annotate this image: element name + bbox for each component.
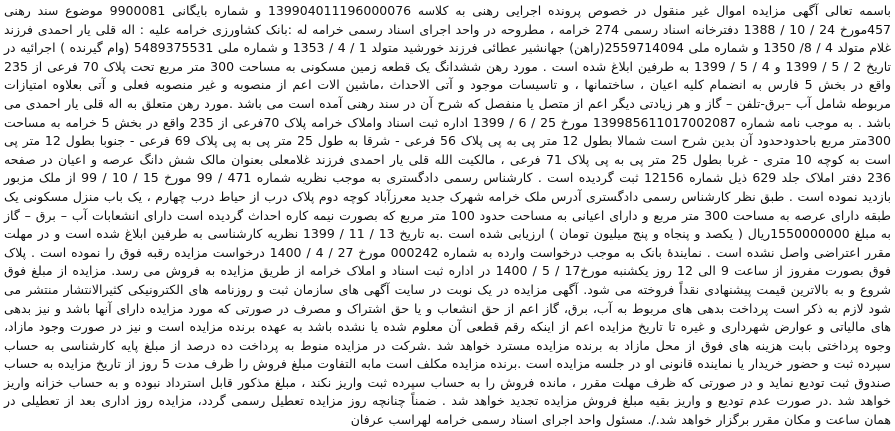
auction-notice-body: باسمه تعالی آگهی مزایده اموال غیر منقول در خصوص پرونده اجرایی رهنی به کلاسه 139904011196000076 و شماره بایگانی 9900081 موضوع سند رهنی 457مورخ 24 / 10 / 1388 دفترخانه اسناد رسمی 274 خرامه ، مطروحه در واحد اجرای اسناد رسمی خرامه له :بانک کشاورزی خرامه علیه : اله قلی یار احمدی فرزند غلام متولد 4 / 8/ 1350 و شماره ملی 2559714094(راهن) جهانشیر عطائی فرزند خورشید متولد 1 / 4 / 1353 و شماره ملی 5489375531 (وام گیرنده ) اجرائیه در تاریخ 2 / 5 / 1399 و 4 / 5 / 1399 به طرفین ابلاغ شده است . مورد رهن ششدانگ یک قطعه زمین مسکونی به مساحت 300 متر مربع تحت پلاک 70 فرعی از 235 واقع در بخش 5 فارس به انضمام کلیه اعیان ، ساختمانها ، و تاسیسات موجود و آتی الاحداث ،ماشین الات اعم از منصوبه و غیر منصوبه فعلی و آتی بعلاوه امتیازات مربوطه شامل آب –برق-تلفن – گاز و هر زیادتی دیگر اعم از متصل یا منفصل که شرح آن در سند رهنی آمده است می باشد .مورد رهن متعلق به اله قلی یار احمدی می باشد . به موجب نامه شماره 139985611017002087 مورخ 25 / 6 / 1399 اداره ثبت اسناد واملاک خرامه پلاک 70فرعی از 235 واقع در بخش 5 خرامه به مساحت 300متر مربع باحدودحدود آن بدین شرح است شمالا بطول 12 متر پی به پی پلاک 56 فرعی - شرقا به طول 25 متر پی به پی پلاک 69 فرعی - جنوبا بطول 12 متر پی است به کوچه 10 متری - غربا بطول 25 متر پی به پی پلاک 71 فرعی ، مالکیت الله قلی یار احمدی فرزند غلامعلی بعنوان مالک شش دانگ عرصه و اعیان در صفحه 236 دفتر املاک جلد 629 ذیل شماره 12156 ثبت گردیده است . کارشناس رسمی دادگستری به موجب نظریه شماره 471 / 99 مورخ 15 / 10 / 99 از ملک مزبور بازدید نموده است . طبق نظر کارشناس رسمی دادگستری آدرس ملک خرامه شهرک جدید معرزآباد کوچه دوم پلاک درب از حیاط درب چهارم ، یک باب منزل مسکونی یک طبقه دارای عرصه به مساحت 300 متر مربع و دارای اعیانی به مساحت حدود 100 متر مربع که بصورت نیمه کاره احداث گردیده است دارای انشعابات آب – برق – گاز به مبلغ 1550000000ریال ( یکصد و پنجاه و پنج میلیون تومان ) ارزیابی شده است .به تاریخ 13 / 11 / 1399 نظریه کارشناسی به طرفین ابلاغ شده است و در مهلت مقرر اعتراضی واصل نشده است . نمایندۀ بانک به موجب درخواست وارده به شماره 000242 مورخ 27 / 4 / 1400 درخواست مزایده رقبه فوق را نموده است . پلاک فوق بصورت مفروز از ساعت 9 الی 12 روز یکشنبه مورخ17 / 5 / 1400 در اداره ثبت اسناد و املاک خرامه از طریق مزایده به فروش می رسد. مزایده از مبلغ فوق شروع و به بالاترین قیمت پیشنهادی نقداً فروخته می شود. آگهی مزایده در یک نوبت در سایت آگهی های سازمان ثبت و روزنامه های الکترونیکی کثیرالانتشار منتشر می شود لازم به ذکر است پرداخت بدهی های مربوط به آب، برق، گاز اعم از حق انشعاب و یا حق اشتراک و مصرف در صورتی که مورد مزایده دارای آنها باشد و نیز بدهی های مالیاتی و عوارض شهرداری و غیره تا تاریخ مزایده اعم از اینکه رقم قطعی آن معلوم شده یا نشده باشد به عهده برنده مزایده است و نیز در صورت وجود مازاد، وجوه پرداختی بابت هزینه های فوق از محل مازاد به برنده مزایده مسترد خواهد شد .شرکت در مزایده منوط به پرداخت ده درصد از مبلغ پایه کارشناسی به حساب سپرده ثبت و حضور خریدار یا نماینده قانونی او در جلسه مزایده است .برنده مزایده مکلف است مابه التفاوت مبلغ فروش را ظرف مدت 5 روز از تاریخ مزایده به حساب صندوق ثبت تودیع نماید و در صورتی که ظرف مهلت مقرر ، مانده فروش را به حساب سپرده ثبت واریز نکند ، مبلغ مذکور قابل استرداد نبوده و به حساب خزانه واریز خواهد شد .در صورت عدم تودیع و واریز بقیه مبلغ فروش مزایده تجدید خواهد شد . ضمناً چنانچه روز مزایده تعطیل رسمی گردد، مزایده روز اداری بعد از تعطیلی در همان ساعت و مکان مقرر برگزار خواهد شد./. مسئول واحد اجرای اسناد رسمی خرامه لهراسب عرفان — [4, 3, 892, 428]
